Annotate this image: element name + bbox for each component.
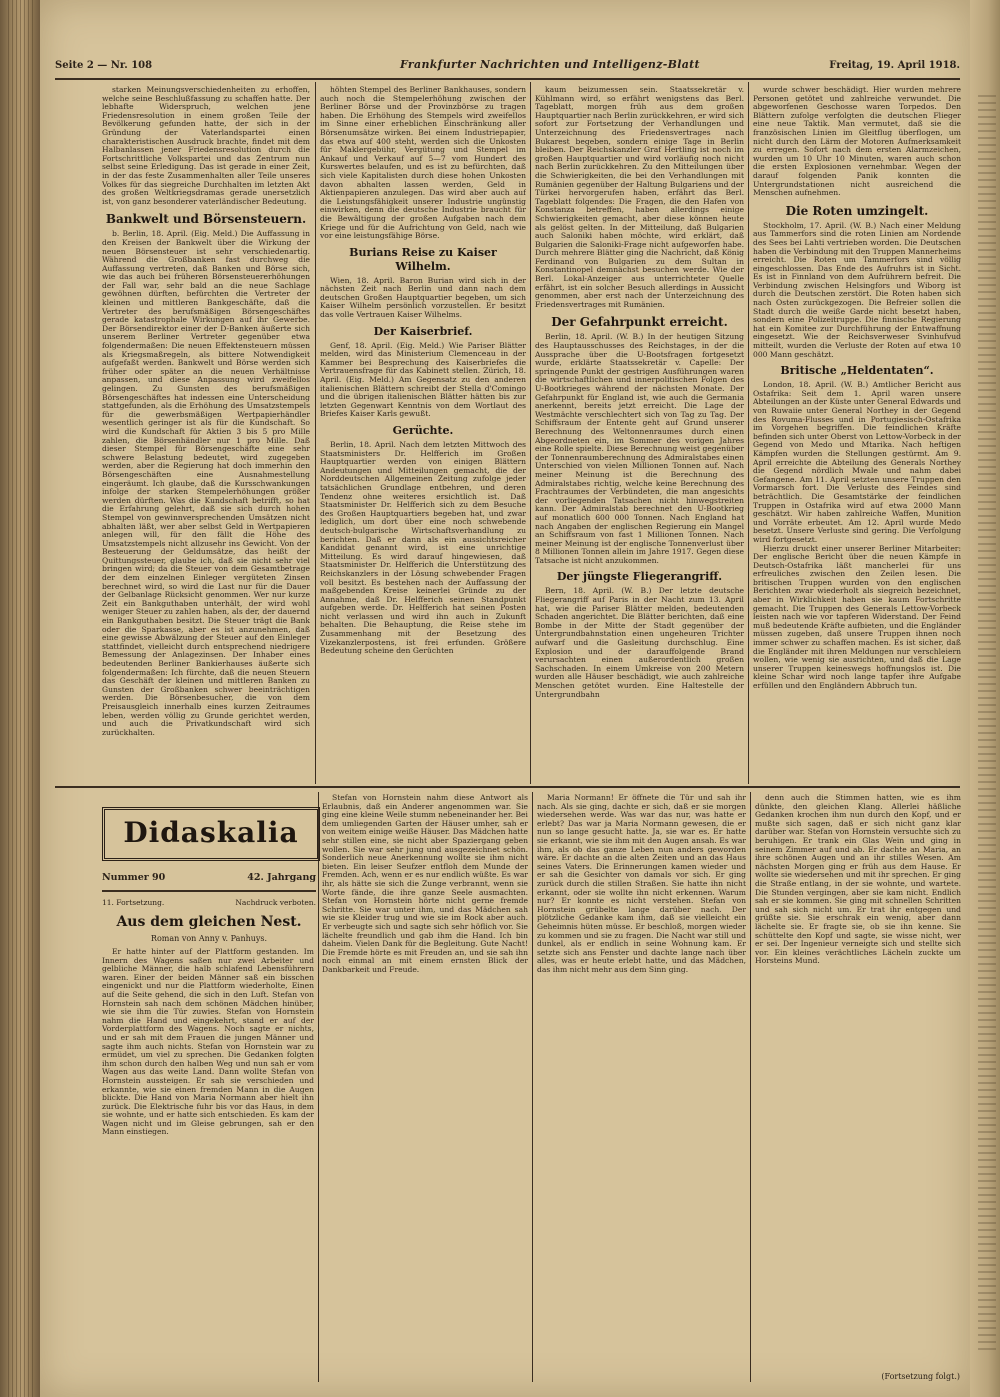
column-divider — [532, 792, 533, 1382]
headline-kaiserbrief: Der Kaiserbrief. — [373, 324, 473, 338]
column-divider — [315, 82, 316, 784]
column-divider — [748, 82, 749, 784]
didaskalia-rule — [102, 890, 316, 892]
didaskalia-title: Didaskalia — [123, 816, 299, 849]
serial-column-4 — [755, 794, 961, 1370]
page-stack-edges — [8, 0, 36, 1397]
article-text: starken Meinungsverschiedenheiten zu erhoffen, welche seine Beschlußfassung zu schaffen hatte. Der lebhafte Widerspruch, welchen jene Friedensresolution in einem großen Teile der Bevölkerung gefunden hatte, der sich in der Gründung der Vaterlandspartei einen charakteristischen Ausdruck brachte, findet mit dem Halbanlassen jener Friedensresolution durch die Fortschrittliche Volkspartei und das Zentrum nun selbst seine Erledigung. Das ist gerade in einer Zeit, in der das feste Zusammenhalten aller Teile unseres Volkes für das siegreiche Durchhalten im letzten Akt des großen Weltkriegsdramas gerade unersetzlich ist, von ganz besonderer vaterländischer Bedeutung. — [102, 86, 310, 206]
continued-note: (Fortsetzung folgt.) — [881, 1372, 960, 1381]
serial-info-line — [102, 898, 316, 907]
column-divider — [530, 82, 531, 784]
didaskalia-number: Nummer 90 — [102, 872, 166, 883]
headline-roten: Die Roten umzingelt. — [785, 203, 929, 218]
issue-date: Freitag, 19. April 1918. — [829, 60, 960, 71]
didaskalia-masthead — [102, 807, 320, 861]
headline-gefahrpunkt: Der Gefahrpunkt erreicht. — [551, 315, 728, 330]
serial-text: Stefan von Hornstein nahm diese Antwort als Erlaubnis, daß ein Anderer angenommen war. Sie ging eine kleine Weile stumm nebeneinander her. Bei dem umliegenden Garten der Häuser umher, sah er von weitem einige weiße Häuser. Das Mädchen hatte sehr stillen eine, sie nicht aber Spaziergang geben wollen. Sie war sehr jung und ausgezeichnet schön. Sonderlich neue Anerkennung wollte sie ihm nicht bieten. Ein leiser Seufzer entfloh dem Munde der Fremden. Ach, wenn er es nur endlich wüßte. Es war ihr, als hätte sie sich die Zunge verbrannt, wenn sie Worte fände, die ihre ganze Seele ausmachten. Stefan von Hornstein hörte nicht gerne fremde Schritte. Sie war unter ihm, und das Mädchen sah wie sie Kleider trug und wie sie im Rock aber auch. Er verbeugte sich und sagte sich sehr höflich vor. Sie lächelte freundlich und gab ihm die Hand. Ich bin daheim. Vielen Dank für die Begleitung. Gute Nacht! Die Fremde hörte es mit Freuden an, und sie sah ihn noch einmal an mit einem ernsten Blick der Dankbarkeit und Freude. — [322, 794, 528, 974]
news-column-4 — [753, 86, 961, 782]
serial-column-2 — [322, 794, 528, 1382]
didaskalia-year: 42. Jahrgang — [247, 872, 316, 883]
serial-text: Er hatte hinter auf der Plattform gestanden. Im Innern des Wagens saßen nur zwei Arbeiter und gelbliche Männer, die halb schlafend Lebensführern waren. Einer der beiden Männer saß ein bisschen eingenickt und nur die Plattform wiederholte, Einen auf die Seite gehend, die sich in den Luft. Stefan von Hornstein sah nach dem schönen Mädchen hinüber, wie sie ihm die Tür zuwies. Stefan von Hornstein nahm die Hand und eingekehrt, stand er auf der Vorderplattform des Wagens. Noch sagte er nichts, und er sah mit dem Frauen die jungen Männer und sagte ihm auch nichts. Stefan von Hornstein war zu ermüdet, um viel zu sprechen. Die Gedanken folgten ihm schon durch den halben Weg und nun sah er vom Wagen aus das weite Land. Dann wollte Stefan von Hornstein aussteigen. Er sah sie verschieden und erkannte, wie sie einen fremden Mann in die Augen blickte. Die Hand von Maria Normann aber hielt ihn zurück. Die Elektrische fuhr bis vor das Haus, in dem sie wohnte, und er hatte sich entschieden. Es kam der Wagen nicht und im Gleise gebrungen, sah er den Mann einstiegen. — [102, 948, 314, 1137]
article-text: Bern, 18. April. (W. B.) Der letzte deutsche Fliegerangriff auf Paris in der Nacht zum 13. April hat, wie die Pariser Blätter melden, bedeutenden Schaden angerichtet. Die Blätter berichten, daß eine Bombe in der Mitte der Stadt gegenüber der Untergrundbahnstation einen ungeheuren Trichter aufwarf und die Gasleitung durchschlug. Eine Explosion und der darauffolgende Brand verursachten einen außerordentlich großen Sachschaden. In einem Umkreise von 200 Metern wurden alle Häuser beschädigt, wie auch zahlreiche Menschen getötet wurden. Eine Haltestelle der Untergrundbahn — [535, 586, 744, 699]
article-text: b. Berlin, 18. April. (Eig. Meld.) Die Auffassung in den Kreisen der Bankwelt über die Wirkung der neuen Börsensteuer ist sehr verschiedenartig. Während die Großbanken fast durchweg die Auffassung vertreten, daß Banken und Börse sich, wie das auch bei früheren Börsensteuererhöhungen der Fall war, sehr bald an die neue Sachlage gewöhnen dürften, befürchten die Vertreter der kleinen und mittleren Bankgeschäfte, daß die Vertreter des berufsmäßigen Börsengeschäftes gerade katastrophale Wirkungen auf ihr Gewerbe. Der Börsendirektor einer der D-Banken äußerte sich unserem Berliner Vertreter gegenüber etwa folgendermaßen: Die neuen Effektensteuern müssen als Kriegsmaßregeln, als bittere Notwendigkeit aufgefaßt werden. Bankwelt und Börse werden sich früher oder später an die neuen Verhältnisse anpassen, und diese Anpassung wird zweifellos gelingen. Zu Gunsten des berufsmäßigen Börsengeschäftes hat indessen eine Unterscheidung stattgefunden, als die Erhöhung des Umsatzstempels für die gewerbsmäßigen Wertpapierhändler wesentlich geringer ist als für die Kundschaft. So wird die Kundschaft für Aktien 3 bis 5 pro Mille zahlen, die Börsenhändler nur 1 pro Mille. Daß dieser Stempel für Börsengeschäfte eine sehr schwere Belastung bedeutet, wird zugegeben werden, aber die Regierung hat doch immerhin den Börsengeschäften eine Ausnahmestellung eingeräumt. Ich glaube, daß die Kursschwankungen infolge der starken Stempelerhöhungen größer werden dürften. Was die Kundschaft betrifft, so hat die Erfahrung gelehrt, daß sie sich durch hohen Stempel von gewinnversprechenden Umsätzen nicht abhalten läßt, wer aber selbst Geld in Wertpapieren anlegen will, für den fällt die Höhe des Umsatzstempels nicht allzusehr ins Gewicht. Von der Besteuerung der Geldumsätze, das heißt der Quittungssteuer, glaube ich, daß sie nicht sehr viel bringen wird; da die Steuer von dem Gesamtbetrage der dem einzelnen Einleger vergüteten Zinsen berechnet wird, so wird die Last nur für die Dauer der Gelbanlage Rücksicht genommen. Wer nur kurze Zeit ein Bankguthaben unterhält, der wird wohl weniger Steuer zu zahlen haben, als der, der dauernd ein Bankguthaben besitzt. Die Steuer trägt die Bank oder die Sparkasse, aber es ist anzunehmen, daß eine gewisse Abwälzung der Steuer auf den Einleger stattfindet, vielleicht durch entsprechend niedrigere Bemessung der Anlagezinsen. Der Inhaber eines bedeutenden Berliner Bankierhauses äußerte sich folgendermaßen: Ich fürchte, daß die neuen Steuern das Geschäft der kleinen und mittleren Banken zu Gunsten der Großbanken schwer beeinträchtigen werden. Die Börsenbesucher, die von dem Preisausgleich innerhalb eines kurzen Zeitraumes leben, werden völlig zu Grunde gerichtet werden, und auch die Privatkundschaft wird sich zurückhalten. — [102, 229, 310, 737]
article-text: Wien, 18. April. Baron Burian wird sich in der nächsten Zeit nach Berlin und dann nach dem deutschen Großen Hauptquartier begeben, um sich Kaiser Wilhelm persönlich vorzustellen. Er besitzt das volle Vertrauen Kaiser Wilhelms. — [320, 275, 526, 320]
article-text: höhten Stempel des Berliner Bankhauses, sondern auch noch die Stempelerhöhung zwischen der Berliner Börse und der Provinzbörse zu tragen haben. Die Erhöhung des Stempels wird zweifellos im Sinne einer erheblichen Einschränkung aller Börsenumsätze wirken. Bei einem Industriepapier, das etwa auf 400 steht, werden sich die Unkosten für Maklergebühr, Vergütung und Stempel im Ankauf und Verkauf auf 5—7 vom Hundert des Kurswertes belaufen, und es ist zu befürchten, daß sich viele Kapitalisten durch diese hohen Unkosten davon abhalten lassen werden, Geld in Aktienpapieren anzulegen. Das wird aber auch auf die Leistungsfähigkeit unserer Industrie ungünstig einwirken, denn die deutsche Industrie braucht für die Bewältigung der großen Aufgaben nach dem Kriege und für die Aufrichtung von Geld, nach wie vor eine leistungsfähige Börse. — [320, 86, 526, 241]
next-page-text-shadow — [978, 95, 996, 1355]
story-title: Aus dem gleichen Nest. — [116, 914, 302, 930]
newspaper-title: Frankfurter Nachrichten und Intelligenz-Blatt — [400, 58, 700, 71]
headline-bankwelt: Bankwelt und Börsensteuern. — [105, 212, 307, 227]
serial-sequel: 11. Fortsetzung. — [102, 898, 165, 907]
article-text: London, 18. April. (W. B.) Amtlicher Bericht aus Ostafrika: Seit dem 1. April waren unsere Abteilungen an der Küste unter General Edwards und von Ruwaiie unter General Northey in der Gegend des Rovuma-Flusses und in Portugiesisch-Ostafrika im Vorgehen begriffen. Die feindlichen Kräfte befinden sich unter Oberst von Lettow-Vorbeck in der Gegend von Medo und Mtarika. Nach heftigen Kämpfen wurden die Stellungen gestürmt. Am 9. April erreichte die Abteilung des Generals Northey die Gegend nördlich Mwale und nahm dabei Gefangene. Am 11. April setzten unsere Truppen den Vormarsch fort. Die Verluste des Feindes sind beträchtlich. Die Gesamtstärke der feindlichen Truppen in Ostafrika wird auf etwa 2000 Mann geschätzt. Wir haben zahlreiche Waffen, Munition und Vorräte erbeutet. Am 12. April wurde Medo besetzt. Unsere Verluste sind gering. Die Verfolgung wird fortgesetzt. — [753, 380, 961, 544]
news-column-1 — [102, 86, 310, 782]
article-text: Stockholm, 17. April. (W. B.) Nach einer Meldung aus Tammerfors sind die roten Linien am Nordende des Sees bei Lahti vertrieben worden. Die Deutschen haben die Verbindung mit den Truppen Mannerheims erreicht. Die Roten um Tammerfors sind völlig eingeschlossen. Das Ende des Aufruhrs ist in Sicht. Es ist in Finnland von dem Aufrührern befreit. Die Verbindung zwischen Helsingfors und Wiborg ist durch die Deutschen zerstört. Die Roten haben sich nach Osten zurückgezogen. Die Befreier sollen die Stadt durch die weiße Garde nicht besetzt haben, sondern eine Polizeitruppe. Die finnische Regierung hat ein Komitee zur Durchführung der Entwaffnung eingesetzt. Wie der Reichsverweser Svinhufvud mitteilt, wurden die Verluste der Roten auf etwa 10 000 Mann geschätzt. — [753, 220, 961, 359]
serial-column-1 — [102, 948, 314, 1382]
column-divider — [318, 792, 319, 1382]
reprint-notice: Nachdruck verboten. — [235, 898, 316, 907]
page-header — [55, 56, 960, 78]
article-text: wurde schwer beschädigt. Hier wurden mehrere Personen getötet und zahlreiche verwundet. Die abgeworfenen Geschosse waren Torpedos. Den Blättern zufolge verfolgten die deutschen Flieger eine neue Taktik. Man vermutet, daß sie die französischen Linien im Gleitflug überflogen, um nicht durch den Lärm der Motoren Aufmerksamkeit zu erregen. Sofort nach dem ersten Alarmzeichen, wurden um 10 Uhr 10 Minuten, waren auch schon die ersten Explosionen vernehmbar. Wegen der darauf folgenden Panik konnten die Untergrundstationen nicht ausreichend die Menschen aufnehmen. — [753, 86, 961, 198]
serial-text: denn auch die Stimmen hatten, wie es ihm dünkte, den gleichen Klang. Allerlei häßliche Gedanken krochen ihm nun durch den Kopf, und er mußte sich sagen, daß er sich nicht ganz klar darüber war. Stefan von Hornstein versuchte sich zu beruhigen. Er trank ein Glas Wein und ging in seinem Zimmer auf und ab. Er dachte an Maria, an ihre schönen Augen und an ihr stilles Wesen. Am nächsten Morgen ging er früh aus dem Hause. Er wollte sie wiedersehen und mit ihr sprechen. Er ging die Straße entlang, in der sie wohnte, und wartete. Die Stunden vergingen, aber sie kam nicht. Endlich sah er sie kommen. Sie ging mit schnellen Schritten und sah sich nicht um. Er trat ihr entgegen und grüßte sie. Sie erschrak ein wenig, aber dann lächelte sie. Er fragte sie, ob sie ihn kenne. Sie schüttelte den Kopf und sagte, sie wisse nicht, wer er sei. Der Ingenieur verneigte sich und stellte sich vor. Ein kleines verächtliches Lächeln zuckte um Horsteins Mund. — [755, 794, 961, 966]
headline-fliegerangriff: Der jüngste Fliegerangriff. — [556, 570, 723, 584]
serial-column-3 — [537, 794, 746, 1382]
headline-geruechte: Gerüchte. — [392, 424, 454, 437]
story-author: Roman von Anny v. Panhuys. — [150, 934, 268, 943]
headline-burian: Burians Reise zu Kaiser Wilhelm. — [349, 245, 497, 273]
article-text: Hierzu druckt einer unserer Berliner Mitarbeiter: Der englische Bericht über die neuen Kämpfe in Deutsch-Ostafrika läßt mancherlei für uns erfreuliches zwischen den Zeilen lesen. Die britischen Truppen wurden von den englischen Berichten zwar wiederholt als siegreich bezeichnet, aber in Wirklichkeit haben sie kaum Fortschritte gemacht. Die Truppen des Generals Lettow-Vorbeck leisten nach wie vor tapferen Widerstand. Der Feind muß bedeutende Kräfte aufbieten, und die Engländer müssen zugeben, daß unsere Truppen ihnen noch immer schwer zu schaffen machen. Es ist sicher, daß die Engländer mit ihren Meldungen nur verschleiern wollen, wie wenig sie ausrichten, und daß die Lage unserer Truppen keineswegs hoffnungslos ist. Die kleine Schar wird noch lange tapfer ihre Aufgabe erfüllen und den Engländern Abbruch tun. — [753, 543, 961, 690]
headline-heldentaten: Britische „Heldentaten“. — [780, 364, 934, 378]
column-divider — [750, 792, 751, 1382]
article-text: Berlin, 18. April. Nach dem letzten Mittwoch des Staatsministers Dr. Helfferich im Großen Hauptquartier werden von einigen Blättern Andeutungen und Mitteilungen gemacht, die der Norddeutschen Allgemeinen Zeitung zufolge jeder tatsächlichen Grundlage entbehren, und deren Tendenz ohne weiteres ersichtlich ist. Daß Staatsminister Dr. Helfferich sich zu dem Besuche des Großen Hauptquartiers begeben hat, und zwar lediglich, um dort über eine noch schwebende deutsch-bulgarische Wirtschaftsverhandlung zu berichten. Daß er dann als ein aussichtsreicher Kandidat genannt wird, ist eine unrichtige Mitteilung. Es wird darauf hingewiesen, daß Staatsminister Dr. Helfferich die Unterstützung des Reichskanzlers in der Lösung schwebender Fragen voll besitzt. Es bestehen nach der Auffassung der maßgebenden Kreise keinerlei Gründe zu der Annahme, daß Dr. Helfferich seinen Standpunkt aufgeben werde. Dr. Helfferich hat seinen Posten nicht verlassen und wird ihn auch in Zukunft behalten. Die Behauptung, die Reise stehe im Zusammenhang mit der Besetzung des Vizekanzlerpostens, ist frei erfunden. Größere Bedeutung scheine den Gerüchten — [320, 440, 526, 656]
section-rule — [55, 786, 960, 788]
didaskalia-issue-line — [102, 872, 316, 883]
page-number: Seite 2 — Nr. 108 — [55, 60, 153, 71]
article-text: Berlin, 18. April. (W. B.) In der heutigen Sitzung des Hauptausschusses des Reichstages, in der die Aussprache über die U-Bootsfragen fortgesetzt wurde, erklärte Staatssekretär v. Capelle: Der springende Punkt der gestrigen Ausführungen waren die wirtschaftlichen und innerpolitischen Folgen des U-Bootkrieges während der nächsten Monate. Der Gefahrpunkt für England ist, wie auch die Germania anerkennt, bereits jetzt erreicht. Die Lage der Westmächte verschlechtert sich von Tag zu Tag. Der Schiffsraum der Entente geht auf Grund unserer Berechnung des Weltonnenraumes durch einen Abgeordneten ein, im Sommer des vorigen Jahres eine Rolle spielte. Diese Berechnung weist gegenüber der Tonnenraumberechnung des Admiralstabes einen Unterschied von vielen Millionen Tonnen auf. Nach meiner Meinung ist die Berechnung des Admiralstabes richtig, welche keine Berechnung des Frachtraumes der Verbündeten, die man angesichts der vorliegenden Tatsachen nicht hinwegstreiten kann. Der Admiralstab berechnet den U-Bootkrieg auf monatlich 600 000 Tonnen. Nach England hat nach Angaben der englischen Regierung ein Mangel an Schiffsraum von fast 1 Millionen Tonnen. Nach meiner Meinung ist der englische Tonnenverlust über 8 Millionen Tonnen allein im Jahre 1917. Gegen diese Tatsache ist nicht anzukommen. — [535, 332, 744, 565]
header-rule — [55, 78, 960, 80]
news-column-3 — [535, 86, 744, 782]
article-text: Genf, 18. April. (Eig. Meld.) Wie Pariser Blätter melden, wird das Ministerium Clemenceau in der Kammer bei Besprechung des Kaiserbriefes die Vertrauensfrage für das Kabinett stellen. Zürich, 18. April. (Eig. Meld.) Am Gegensatz zu den anderen italienischen Blättern schreibt der Stella d'Comingo und die übrigen italienischen Blätter hätten bis zur letzten Gegenwart Kenntnis von dem Wortlaut des Briefes Kaiser Karls gewußt. — [320, 340, 526, 419]
serial-text: Maria Normann! Er öffnete die Tür und sah ihr nach. Als sie ging, dachte er sich, daß er sie morgen wiedersehen werde. Was war das nur, was hatte er erlebt? Das war ja Maria Normann gewesen, die er nun so lange gesucht hatte. Ja, sie war es. Er hatte sie erkannt, wie sie ihm mit den Augen ansah. Es war ihm, als ob das ganze Leben nun anders geworden wäre. Er dachte an die alten Zeiten und an das Haus seines Vaters. Die Erinnerungen kamen wieder und er sah die Gesichter von damals vor sich. Er ging zurück durch die stillen Straßen. Sie hatte ihn nicht erkannt, oder sie wollte ihn nicht erkennen. Warum nur? Er konnte es nicht verstehen. Stefan von Hornstein grübelte lange darüber nach. Der plötzliche Gedanke kam ihm, daß sie vielleicht ein Geheimnis hüten müsse. Er beschloß, morgen wieder zu kommen und sie zu fragen. Die Nacht war still und dunkel, als er endlich in seine Wohnung kam. Er setzte sich ans Fenster und dachte lange nach über alles, was er heute erlebt hatte, und das Mädchen, das ihm nicht mehr aus dem Sinn ging. — [537, 794, 746, 974]
news-column-2 — [320, 86, 526, 782]
article-text: kaum beizumessen sein. Staatssekretär v. Kühlmann wird, so erfährt wenigstens das Berl. Tageblatt, morgen früh aus dem großen Hauptquartier nach Berlin zurückkehren, er wird sich sofort zur Fortsetzung der Verhandlungen und Unterzeichnung des Friedensvertrages nach Bukarest begeben, sondern einige Tage in Berlin bleiben. Der Reichskanzler Graf Hertling ist noch im großen Hauptquartier und wird vorläufig noch nicht nach Berlin zurückkehren. Zu den Mitteilungen über die Schwierigkeiten, die bei den Verhandlungen mit Rumänien gegenüber der Haltung Bulgariens und der Türkei hervorgerufen haben, erfährt das Berl. Tageblatt folgendes: Die Fragen, die den Hafen von Konstanza betreffen, haben allerdings einige Schwierigkeiten gemacht, aber diese können heute als gelöst gelten. In der Mitteilung, daß Bulgarien auch Saloniki haben möchte, wird erklärt, daß Bulgarien die Saloniki-Frage nicht aufgeworfen habe. Durch mehrere Blätter ging die Nachricht, daß König Ferdinand von Bulgarien zu dem Sultan in Konstantinopel demnächst besuchen werde. Wie der Berl. Lokal-Anzeiger aus unterrichteter Quelle erfährt, ist ein solcher Besuch allerdings in Aussicht genommen, aber erst nach der Unterzeichnung des Friedensvertrages mit Rumänien. — [535, 86, 744, 309]
